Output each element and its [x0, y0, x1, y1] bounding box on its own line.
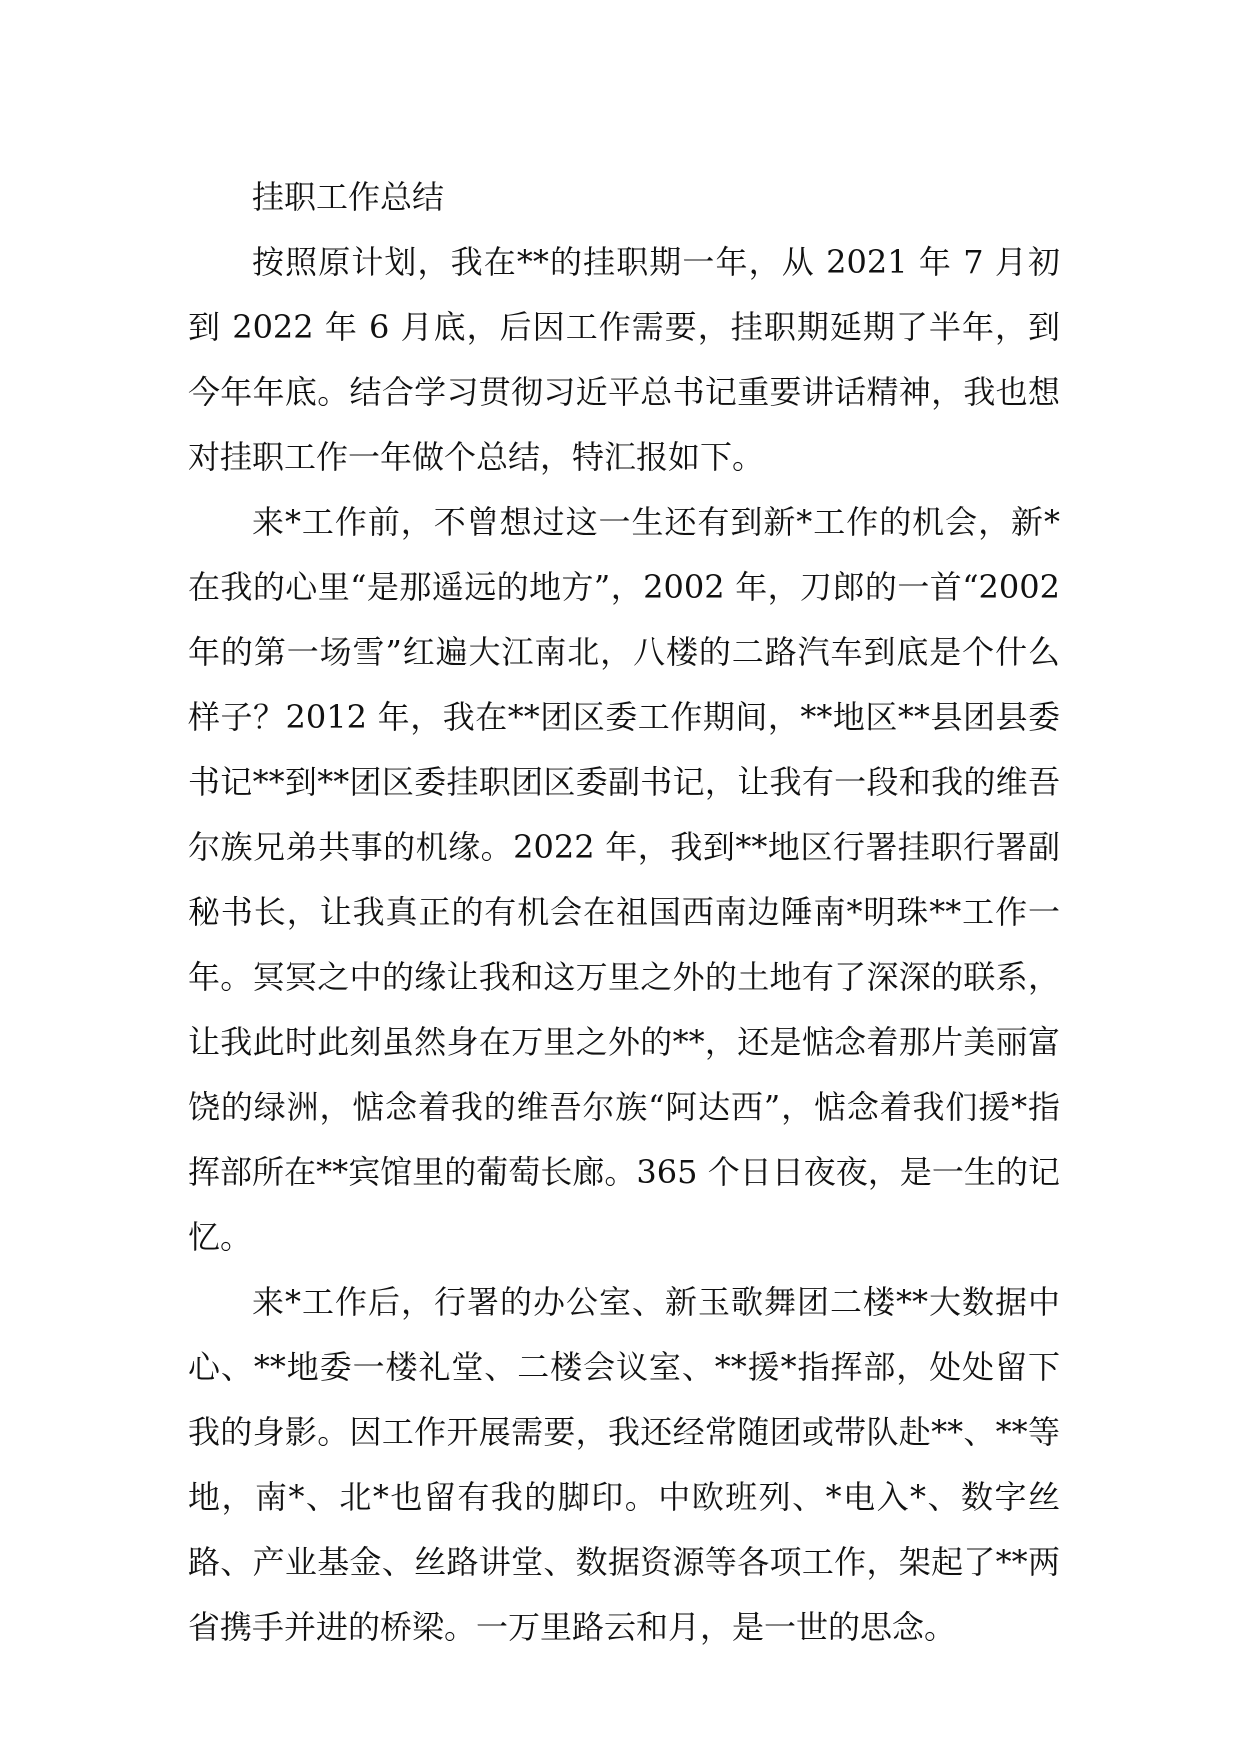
paragraph-3: 来*工作后，行署的办公室、新玉歌舞团二楼**大数据中心、**地委一楼礼堂、二楼会议室、**援*指挥部，处处留下我的身影。因工作开展需要，我还经常随团或带队赴**、**等地，南*、北*也留有我的脚印。中欧班列、*电入*、数字丝路、产业基金、丝路讲堂、数据资源等各项工作，架起了**两省携手并进的桥梁。一万里路云和月，是一世的思念。	[188, 1283, 1060, 1646]
document-title: 挂职工作总结	[252, 178, 445, 216]
document-body	[188, 165, 1060, 1660]
paragraph-2: 来*工作前，不曾想过这一生还有到新*工作的机会，新*在我的心里“是那遥远的地方”，2002 年，刀郎的一首“2002 年的第一场雪”红遍大江南北，八楼的二路汽车到底是个什么样子？2012 年，我在**团区委工作期间，**地区**县团县委书记**到**团区委挂职团区委副书记，让我有一段和我的维吾尔族兄弟共事的机缘。2022 年，我到**地区行署挂职行署副秘书长，让我真正的有机会在祖国西南边陲南*明珠**工作一年。冥冥之中的缘让我和这万里之外的土地有了深深的联系，让我此时此刻虽然身在万里之外的**，还是惦念着那片美丽富饶的绿洲，惦念着我的维吾尔族“阿达西”，惦念着我们援*指挥部所在**宾馆里的葡萄长廊。365 个日日夜夜，是一生的记忆。	[188, 503, 1060, 1256]
paragraph-1: 按照原计划，我在**的挂职期一年，从 2021 年 7 月初到 2022 年 6 月底，后因工作需要，挂职期延期了半年，到今年年底。结合学习贯彻习近平总书记重要讲话精神，我也想对挂职工作一年做个总结，特汇报如下。	[188, 243, 1060, 476]
